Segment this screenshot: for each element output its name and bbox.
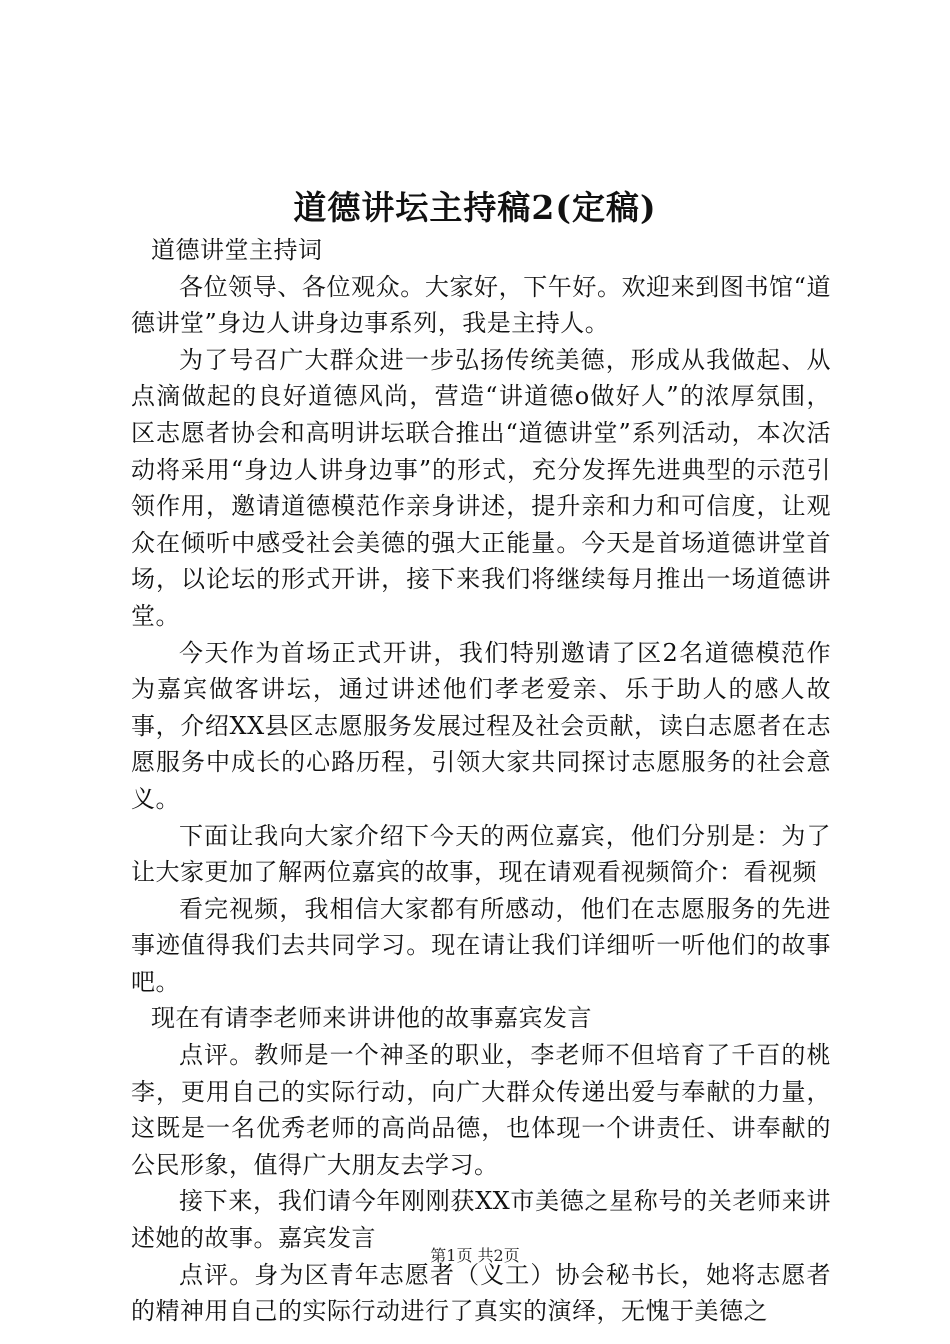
paragraph-guests-intro: 今天作为首场正式开讲，我们特别邀请了区2名道德模范作为嘉宾做客讲坛，通过讲述他们孝老爱亲、乐于助人的感人故事，介绍XX县区志愿服务发展过程及社会贡献，读白志愿者在志愿服务中成长的心路历程，引领大家共同探讨志愿服务的社会意义。: [131, 638, 831, 813]
paragraph-invite-guan: 接下来，我们请今年刚刚获XX市美德之星称号的关老师来讲述她的故事。嘉宾发言: [131, 1187, 831, 1253]
paragraph-background: 为了号召广大群众进一步弘扬传统美德，形成从我做起、从点滴做起的良好道德风尚，营造“讲道德o做好人”的浓厚氛围，区志愿者协会和高明讲坛联合推出“道德讲堂”系列活动，本次活动将采用“身边人讲身边事”的形式，充分发挥先进典型的示范引领作用，邀请道德模范作亲身讲述，提升亲和力和可信度，让观众在倾听中感受社会美德的强大正能量。今天是首场道德讲堂首场，以论坛的形式开讲，接下来我们将继续每月推出一场道德讲堂。: [131, 345, 831, 630]
paragraph-invite-li: 现在有请李老师来讲讲他的故事嘉宾发言: [151, 1004, 592, 1033]
paragraph-after-video: 看完视频，我相信大家都有所感动，他们在志愿服务的先进事迹值得我们去共同学习。现在请让我们详细听一听他们的故事吧。: [131, 894, 831, 996]
page-number: 第1页 共2页: [430, 1246, 520, 1265]
paragraph-greeting: 各位领导、各位观众。大家好，下午好。欢迎来到图书馆“道德讲堂”身边人讲身边事系列，我是主持人。: [131, 272, 831, 338]
paragraph-comment-guan: 点评。身为区青年志愿者（义工）协会秘书长，她将志愿者的精神用自己的实际行动进行了真实的演绎，无愧于美德之: [131, 1260, 831, 1326]
paragraph-subtitle: 道德讲堂主持词: [151, 236, 323, 264]
document-title: 道德讲坛主持稿2(定稿): [293, 188, 657, 227]
document-body: [131, 232, 831, 1330]
paragraph-video-intro: 下面让我向大家介绍下今天的两位嘉宾，他们分别是：为了让大家更加了解两位嘉宾的故事，现在请观看视频简介：看视频: [131, 821, 831, 887]
paragraph-comment-li: 点评。教师是一个神圣的职业，李老师不但培育了千百的桃李，更用自己的实际行动，向广大群众传递出爱与奉献的力量，这既是一名优秀老师的高尚品德，也体现一个讲责任、讲奉献的公民形象，值得广大朋友去学习。: [131, 1041, 831, 1179]
